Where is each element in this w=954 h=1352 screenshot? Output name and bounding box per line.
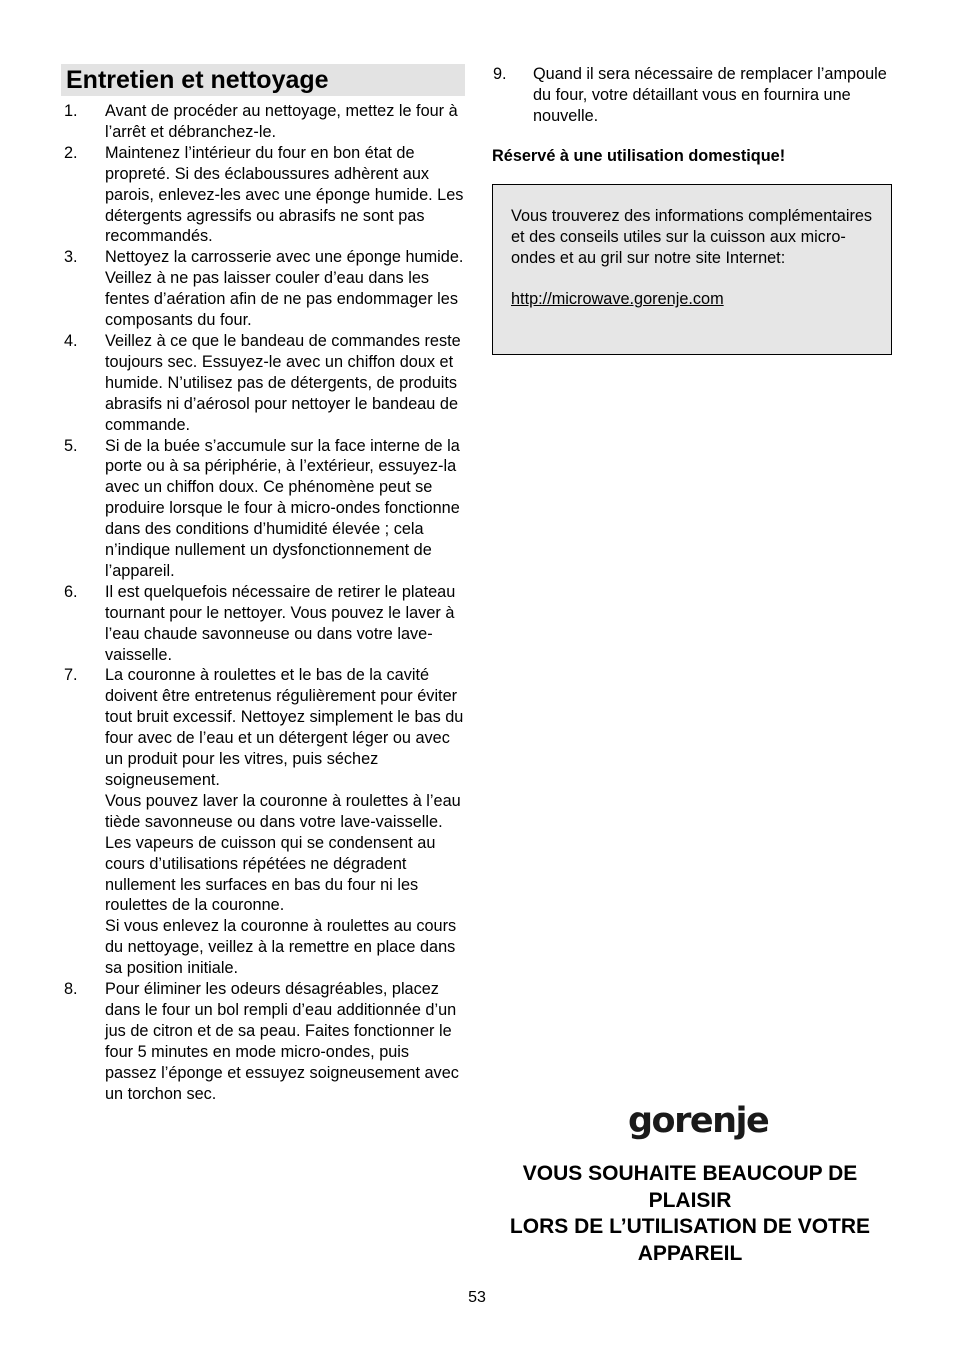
website-link[interactable]: http://microwave.gorenje.com bbox=[511, 290, 724, 309]
item-text: Quand il sera nécessaire de remplacer l’ampoule du four, votre détaillant vous en fournira une nouvelle. bbox=[533, 65, 887, 125]
item-text: Si de la buée s’accumule sur la face interne de la porte ou à sa périphérie, à l’extérieur, essuyez-la avec un chiffon doux. Ce phénomène peut se produire lorsque le four à micro-ondes fonctionne dans des conditions d’humidité élevée ; cela n’indique nullement un dysfonctionnement de l’appareil. bbox=[105, 436, 460, 580]
item-number: 7. bbox=[64, 666, 78, 685]
item-text: Nettoyez la carrosserie avec une éponge humide. Veillez à ne pas laisser couler d’eau dans les fentes d’aération afin de ne pas endommager les composants du four. bbox=[105, 248, 464, 330]
info-box-text: Vous trouverez des informations complémentaires et des conseils utiles sur la cuisson aux micro-ondes et au gril sur notre site Internet: bbox=[511, 206, 873, 267]
list-item bbox=[61, 331, 465, 436]
closing-line: LORS DE L’UTILISATION DE VOTRE APPAREIL bbox=[509, 1215, 871, 1265]
list-item bbox=[61, 143, 465, 248]
item-number: 8. bbox=[64, 980, 78, 999]
item-number: 6. bbox=[64, 582, 78, 601]
cleaning-instructions-list bbox=[61, 101, 465, 1105]
page-number: 53 bbox=[468, 1289, 486, 1306]
item-text: Il est quelquefois nécessaire de retirer le plateau tournant pour le nettoyer. Vous pouvez le laver à l’eau chaude savonneuse ou dans votre lave-vaisselle. bbox=[105, 582, 456, 664]
item-text: Avant de procéder au nettoyage, mettez le four à l’arrêt et débranchez-le. bbox=[105, 102, 458, 141]
domestic-use-note: Réservé à une utilisation domestique! bbox=[492, 146, 786, 165]
closing-message bbox=[492, 1161, 888, 1267]
item-number: 4. bbox=[64, 331, 78, 350]
left-column bbox=[61, 64, 465, 1105]
item-text: La couronne à roulettes et le bas de la cavité doivent être entretenus régulièrement pour éviter tout bruit excessif. Nettoyez simplement le bas du four avec de l’eau et un détergent léger ou avec un produit pour les vitres, puis séchez soigneusement. bbox=[105, 666, 464, 789]
gorenje-logo: gorenje bbox=[628, 1101, 769, 1141]
list-item bbox=[61, 582, 465, 666]
item-text-continued: Si vous enlevez la couronne à roulettes au cours du nettoyage, veillez à la remettre en place dans sa position initiale. bbox=[105, 917, 457, 978]
list-item bbox=[61, 436, 465, 582]
item-number: 3. bbox=[64, 248, 78, 267]
cleaning-instructions-list-continued bbox=[492, 64, 892, 127]
item-number: 2. bbox=[64, 143, 78, 162]
right-column bbox=[492, 64, 892, 355]
item-text: Veillez à ce que le bandeau de commandes reste toujours sec. Essuyez-le avec un chiffon doux et humide. N’utilisez pas de détergents, de produits abrasifs ni d’aérosol pour nettoyer le bandeau de commande. bbox=[105, 331, 461, 434]
item-number: 9. bbox=[493, 65, 507, 83]
list-item bbox=[492, 64, 892, 127]
item-text: Pour éliminer les odeurs désagréables, placez dans le four un bol rempli d’eau additionnée d’un jus de citron et de sa peau. Faites fonctionner le four 5 minutes en mode micro-ondes, puis passez l’éponge et essuyez soigneusement avec un torchon sec. bbox=[105, 980, 459, 1103]
item-text: Maintenez l’intérieur du four en bon état de propreté. Si des éclaboussures adhèrent aux parois, enlevez-les avec une éponge humide. Les détergents agressifs ou abrasifs ne sont pas recommandés. bbox=[105, 143, 464, 246]
closing-line: VOUS SOUHAITE BEAUCOUP DE PLAISIR bbox=[522, 1162, 858, 1212]
section-title: Entretien et nettoyage bbox=[61, 64, 465, 96]
info-box bbox=[492, 184, 892, 355]
list-item bbox=[61, 247, 465, 331]
item-text-continued: Vous pouvez laver la couronne à roulettes à l’eau tiède savonneuse ou dans votre lave-vaisselle. Les vapeurs de cuisson qui se condensent au cours d’utilisations répétées ne dégradent nullement les surfaces en bas du four ni les roulettes de la couronne. bbox=[105, 791, 461, 915]
item-number: 5. bbox=[64, 436, 78, 455]
item-number: 1. bbox=[64, 102, 78, 120]
list-item bbox=[61, 979, 465, 1104]
list-item bbox=[61, 665, 465, 979]
list-item bbox=[61, 101, 465, 143]
